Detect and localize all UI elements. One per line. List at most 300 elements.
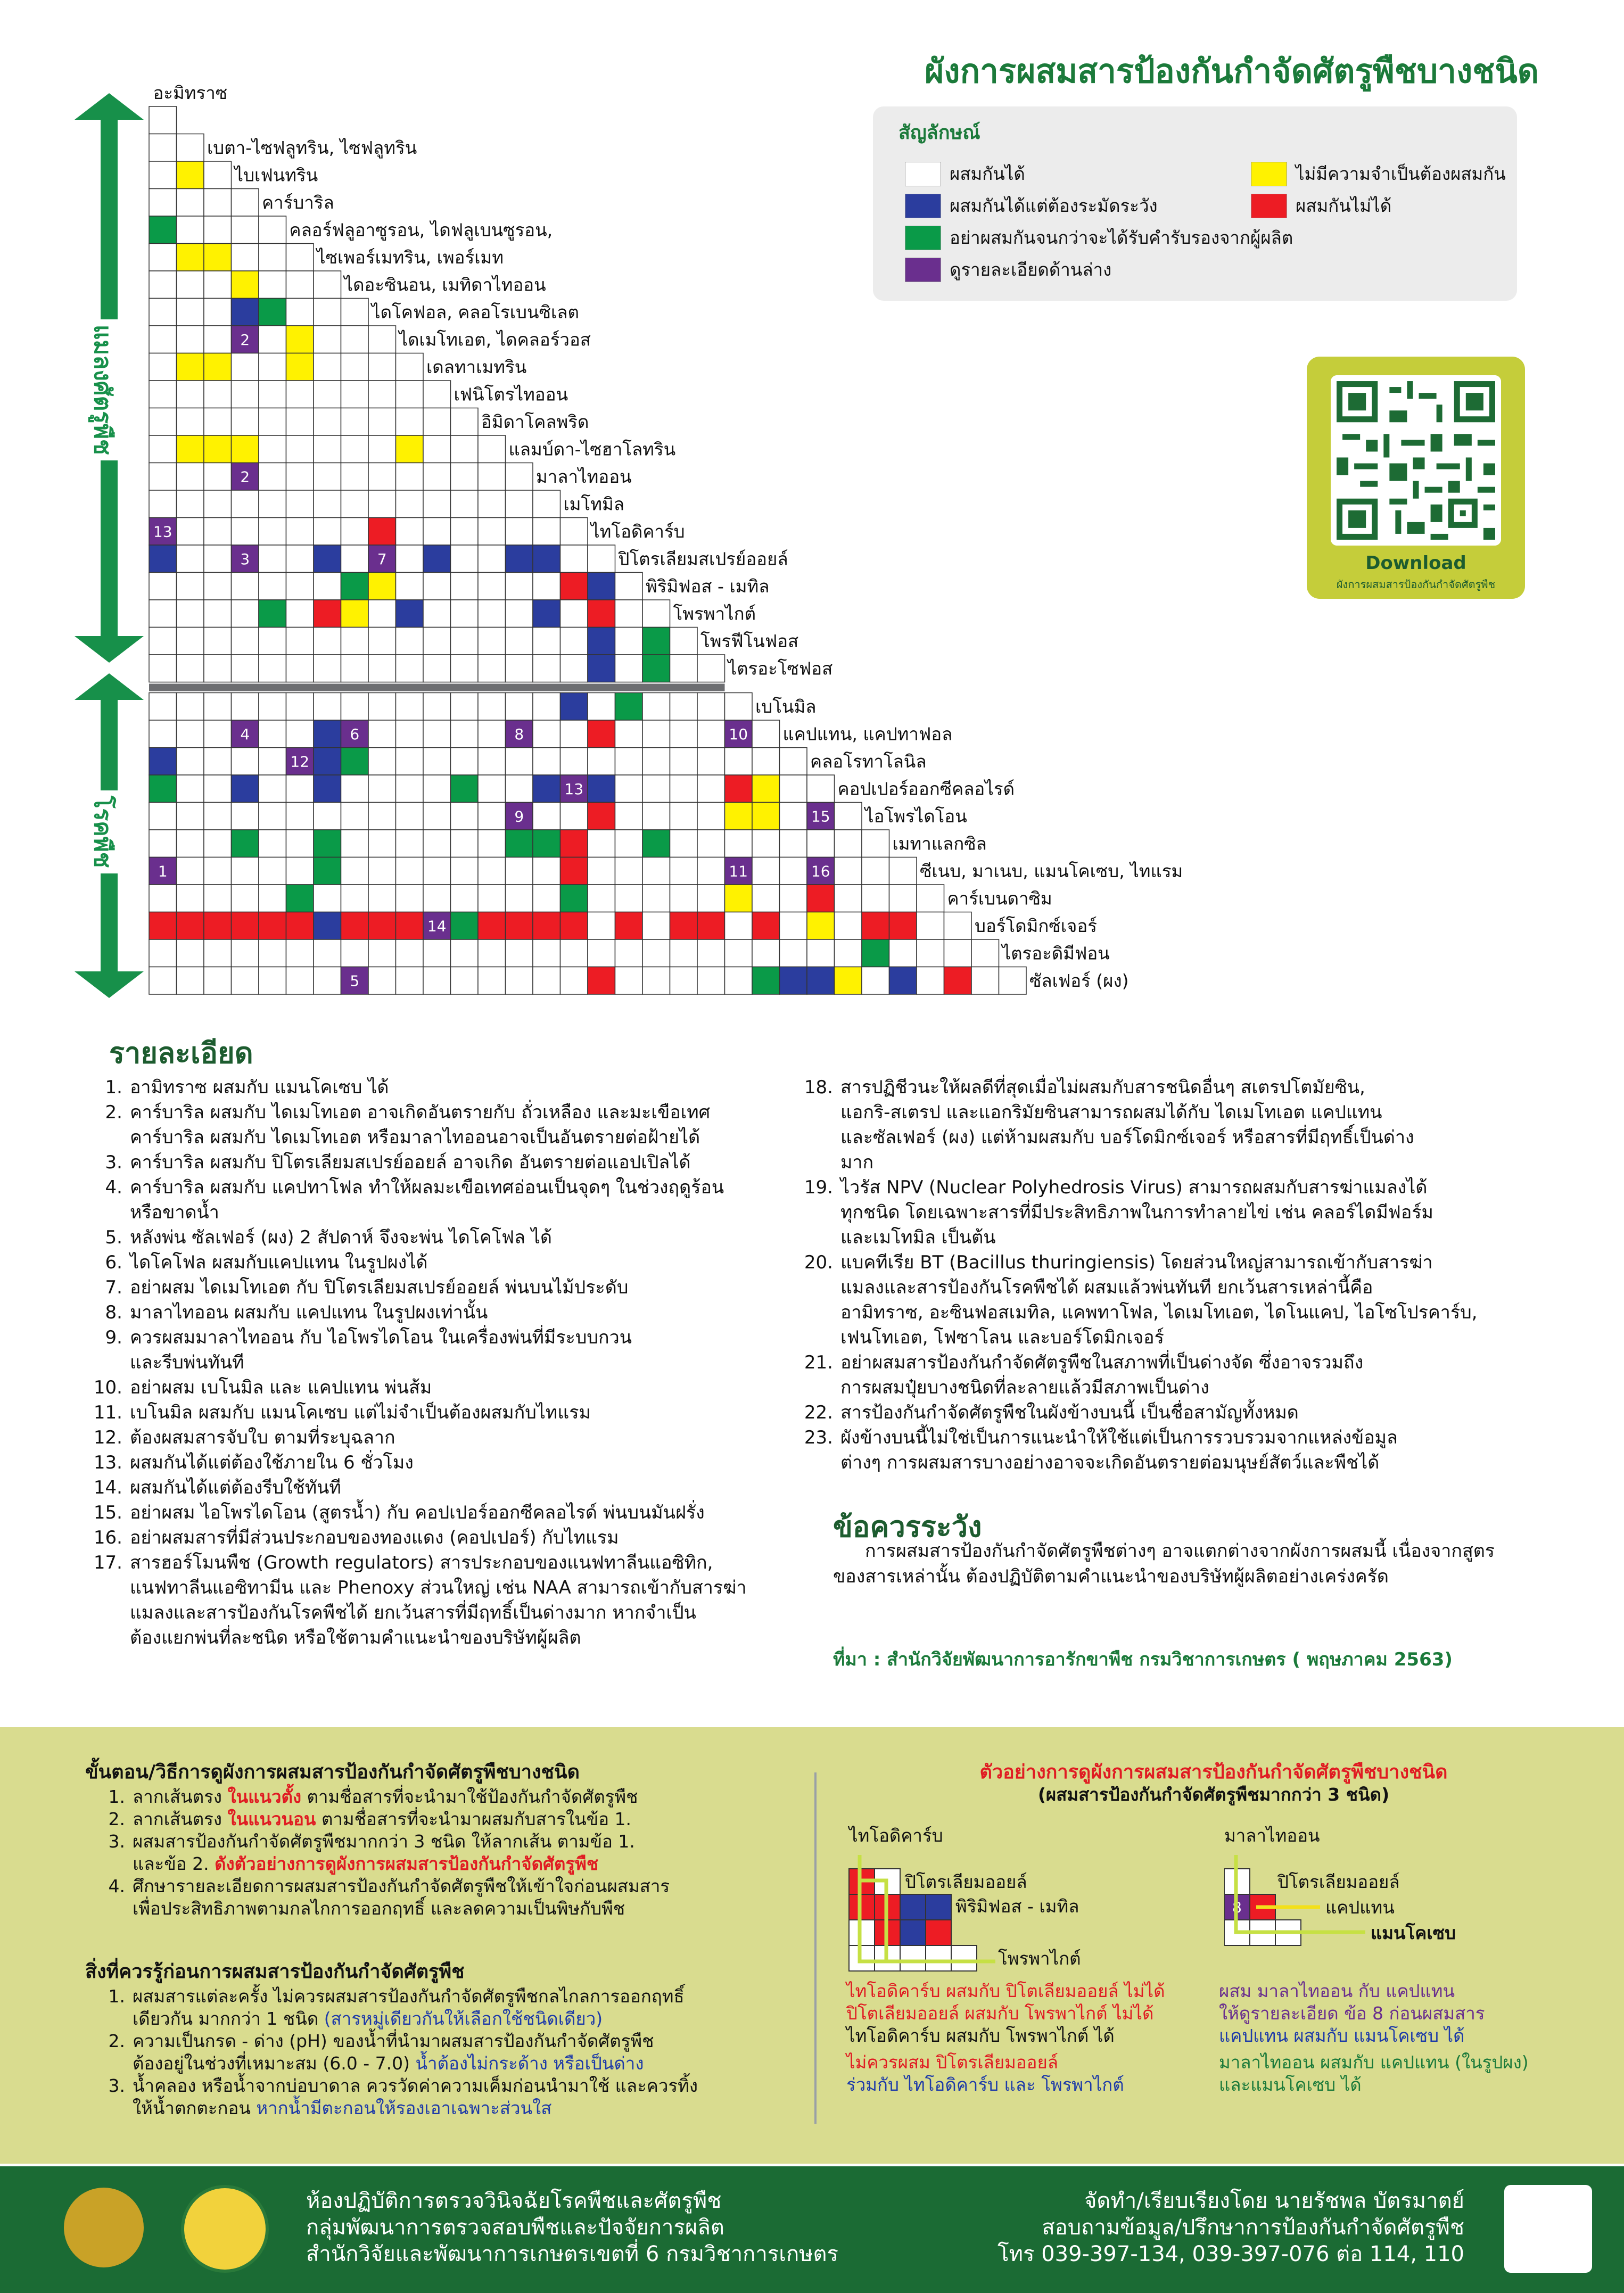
- list-item-number: [796, 1450, 840, 1475]
- list-item-number: 14.: [93, 1477, 122, 1498]
- matrix-cell: [286, 435, 314, 463]
- matrix-cell: [697, 857, 725, 885]
- chemical-label: ไตรอะโซฟอส: [728, 658, 833, 679]
- matrix-cell: [780, 967, 807, 995]
- matrix-cell: [204, 518, 232, 546]
- matrix-cell: [396, 408, 424, 436]
- matrix-section-divider: [149, 684, 725, 691]
- anniversary-logo-icon: [64, 2188, 144, 2267]
- chemical-label: เบตา-ไซฟลูทริน, ไซฟลูทริน: [207, 137, 417, 158]
- matrix-cell: [368, 655, 396, 682]
- matrix-cell: [560, 967, 588, 995]
- matrix-cell: [259, 939, 286, 967]
- matrix-cell: [423, 490, 451, 518]
- matrix-cell: [204, 271, 232, 299]
- list-item-text: ผสมสารป้องกันกำจัดศัตรูพืชมากกว่า 3 ชนิด ให้ลากเส้น ตามข้อ 1.: [133, 1831, 635, 1852]
- matrix-cell-note-number: 6: [350, 725, 360, 743]
- matrix-cell: [177, 939, 204, 967]
- matrix-cell: [588, 830, 615, 857]
- matrix-cell-note-number: 2: [240, 468, 250, 486]
- matrix-cell: [670, 803, 698, 830]
- list-item-text: ผังข้างบนนี้ไม่ใช่เป็นการแนะนำให้ใช้แต่เป็นการรวบรวมจากแหล่งข้อมูล: [840, 1427, 1398, 1448]
- matrix-cell: [752, 939, 780, 967]
- matrix-cell-note-number: 10: [729, 725, 748, 743]
- list-item-number: 1.: [108, 1786, 125, 1807]
- download-label[interactable]: Download: [1365, 552, 1466, 574]
- list-item-text: และข้อ 2. ดังตัวอย่างการดูผังการผสมสารป้องกันกำจัดศัตรูพืช: [133, 1853, 599, 1874]
- matrix-cell: [670, 655, 698, 682]
- matrix-cell: [368, 353, 396, 381]
- list-item-number: [796, 1100, 840, 1125]
- matrix-cell: [917, 912, 944, 940]
- matrix-cell: [423, 693, 451, 721]
- howto-title: ขั้นตอน/วิธีการดูผังการผสมสารป้องกันกำจัดศัตรูพืชบางชนิด: [85, 1761, 580, 1783]
- matrix-cell: [149, 299, 177, 326]
- example-a-cell-red: [926, 1920, 951, 1945]
- matrix-cell: [368, 518, 396, 546]
- matrix-cell: [835, 803, 862, 830]
- matrix-cell: [478, 967, 506, 995]
- matrix-cell: [396, 857, 424, 885]
- matrix-cell: [368, 628, 396, 655]
- matrix-cell: [314, 912, 341, 940]
- matrix-cell: [588, 693, 615, 721]
- matrix-cell: [944, 967, 972, 995]
- example-b-caption-line: ผสม มาลาไทออน กับ แคปแทน: [1219, 1981, 1455, 2001]
- matrix-cell: [177, 161, 204, 189]
- matrix-cell: [615, 912, 643, 940]
- matrix-cell: [889, 967, 917, 995]
- list-item: [98, 1875, 670, 1898]
- matrix-cell: [451, 545, 479, 573]
- matrix-cell: [341, 939, 369, 967]
- list-item-number: [85, 1200, 130, 1225]
- matrix-cell: [642, 775, 670, 803]
- matrix-cell: [506, 939, 533, 967]
- example-b-label-2: แคปแทน: [1325, 1897, 1395, 1918]
- matrix-cell: [341, 381, 369, 408]
- example-a-label-3: โพรพาไกต์: [998, 1948, 1081, 1969]
- matrix-cell: [670, 693, 698, 721]
- list-item-text: ควรผสมมาลาไทออน กับ ไอโพรไดโอน ในเครื่องพ่นที่มีระบบกวน: [130, 1327, 632, 1348]
- matrix-cell: [286, 939, 314, 967]
- matrix-cell: [314, 271, 341, 299]
- example-b-caption-line: ให้ดูรายละเอียด ข้อ 8 ก่อนผสมสาร: [1219, 2003, 1485, 2024]
- matrix-cell: [478, 573, 506, 600]
- matrix-cell: [588, 967, 615, 995]
- matrix-cell: [368, 490, 396, 518]
- matrix-cell: [314, 693, 341, 721]
- matrix-cell: [588, 600, 615, 628]
- matrix-cell: [451, 885, 479, 912]
- matrix-cell: [478, 830, 506, 857]
- matrix-cell: [149, 545, 177, 573]
- matrix-cell: [506, 600, 533, 628]
- matrix-cell: [314, 490, 341, 518]
- matrix-cell: [670, 628, 698, 655]
- matrix-cell: [670, 857, 698, 885]
- example-a-caption-line: ร่วมกับ ไทโอดิคาร์บ และ โพรพาไกต์: [846, 2074, 1124, 2095]
- example-b-label-1: ปิโตรเลียมออยล์: [1277, 1871, 1400, 1892]
- matrix-cell: [971, 967, 999, 995]
- matrix-cell: [423, 775, 451, 803]
- matrix-cell: [232, 693, 259, 721]
- matrix-cell: [314, 326, 341, 353]
- matrix-cell: [232, 573, 259, 600]
- matrix-cell: [615, 693, 643, 721]
- matrix-cell: [615, 573, 643, 600]
- matrix-cell: [149, 490, 177, 518]
- list-item: [796, 1250, 1530, 1275]
- matrix-cell: [506, 830, 533, 857]
- matrix-cell: [807, 885, 835, 912]
- matrix-cell: [232, 967, 259, 995]
- matrix-cell: [725, 939, 753, 967]
- matrix-cell: [506, 628, 533, 655]
- matrix-cell-note-number: 2: [240, 331, 250, 349]
- matrix-cell: [204, 244, 232, 271]
- matrix-cell: [697, 912, 725, 940]
- matrix-cell: [451, 803, 479, 830]
- list-item-text: หรือขาดน้ำ: [130, 1202, 219, 1223]
- matrix-cell: [670, 775, 698, 803]
- matrix-cell-note-number: 1: [158, 862, 168, 880]
- chemical-label: ซัลเฟอร์ (ผง): [1029, 970, 1129, 991]
- matrix-cell: [533, 600, 560, 628]
- list-item-text: ไดโคโฟล ผสมกับแคปแทน ในรูปผงได้: [130, 1252, 428, 1273]
- panel-divider: [814, 1772, 817, 2124]
- matrix-cell: [642, 748, 670, 776]
- matrix-cell: [506, 775, 533, 803]
- matrix-cell: [478, 600, 506, 628]
- matrix-cell: [642, 857, 670, 885]
- matrix-cell: [368, 775, 396, 803]
- matrix-cell: [286, 967, 314, 995]
- matrix-cell: [533, 775, 560, 803]
- matrix-cell: [259, 271, 286, 299]
- matrix-cell: [368, 720, 396, 748]
- list-item-number: [85, 1576, 130, 1601]
- matrix-cell: [232, 830, 259, 857]
- matrix-cell: [533, 628, 560, 655]
- matrix-cell: [177, 244, 204, 271]
- matrix-cell: [423, 435, 451, 463]
- matrix-cell: [588, 912, 615, 940]
- list-item: [796, 1175, 1530, 1200]
- matrix-cell: [807, 939, 835, 967]
- list-item: [796, 1425, 1530, 1450]
- list-item-number: 2.: [108, 1809, 125, 1829]
- matrix-cell: [478, 939, 506, 967]
- matrix-cell: [368, 600, 396, 628]
- matrix-cell: [204, 939, 232, 967]
- matrix-cell: [314, 748, 341, 776]
- chemical-label: บอร์โดมิกซ์เจอร์: [975, 915, 1097, 936]
- matrix-cell: [835, 912, 862, 940]
- matrix-cell: [423, 628, 451, 655]
- matrix-cell: [917, 939, 944, 967]
- chemical-label: ไดเมโทเอต, ไดคลอร์วอส: [399, 329, 591, 350]
- list-item-number: [98, 1853, 133, 1875]
- matrix-cell: [177, 775, 204, 803]
- matrix-cell: [177, 545, 204, 573]
- page-title: ผังการผสมสารป้องกันกำจัดศัตรูพืชบางชนิด: [924, 52, 1539, 90]
- matrix-cell: [286, 830, 314, 857]
- matrix-cell: [615, 830, 643, 857]
- matrix-cell: [259, 463, 286, 491]
- matrix-cell: [149, 161, 177, 189]
- matrix-cell: [423, 939, 451, 967]
- matrix-cell: [341, 693, 369, 721]
- howto-steps: [98, 1786, 670, 1920]
- matrix-cell: [725, 830, 753, 857]
- list-item: [85, 1425, 820, 1450]
- matrix-cell: [533, 885, 560, 912]
- list-item-text: เฟนโทเอต, โฟซาโลน และบอร์โดมิกเจอร์: [840, 1327, 1164, 1348]
- list-item-text: อย่าผสม ไดเมโทเอต กับ ปิโตรเลียมสเปรย์ออยล์ พ่นบนไม้ประดับ: [130, 1277, 629, 1298]
- matrix-cell: [286, 490, 314, 518]
- list-item-number: 13.: [93, 1452, 122, 1473]
- matrix-cell: [533, 803, 560, 830]
- matrix-cell: [725, 967, 753, 995]
- list-item-text: แบคทีเรีย BT (Bacillus thuringiensis) โดยส่วนใหญ่สามารถเข้ากับสารฆ่า: [840, 1252, 1433, 1273]
- footer-qr-code-icon[interactable]: [1504, 2185, 1592, 2273]
- matrix-cell: [177, 435, 204, 463]
- list-item: [85, 1500, 820, 1525]
- list-item-number: 1.: [108, 1986, 125, 2007]
- matrix-cell: [396, 748, 424, 776]
- matrix-cell: [944, 939, 972, 967]
- matrix-cell: [588, 775, 615, 803]
- list-item-number: 21.: [804, 1352, 833, 1373]
- matrix-cell: [149, 748, 177, 776]
- matrix-cell: [451, 693, 479, 721]
- matrix-cell: [451, 600, 479, 628]
- matrix-cell: [177, 408, 204, 436]
- list-item-number: 11.: [93, 1402, 122, 1423]
- matrix-cell-note-number: 4: [240, 725, 250, 743]
- matrix-cell: [588, 573, 615, 600]
- example-a-cell-blue: [926, 1894, 951, 1920]
- insects-side-label: แมลงศัตรูพืช: [84, 319, 121, 460]
- matrix-cell: [177, 216, 204, 244]
- matrix-cell: [177, 271, 204, 299]
- chemical-label: อะมิทราซ: [153, 83, 228, 103]
- matrix-cell: [259, 573, 286, 600]
- example-a-cell: [849, 1920, 875, 1945]
- matrix-cell: [423, 518, 451, 546]
- matrix-cell: [642, 830, 670, 857]
- matrix-cell: [286, 271, 314, 299]
- matrix-cell: [177, 720, 204, 748]
- matrix-cell: [149, 600, 177, 628]
- notes-list-left: [85, 1075, 820, 1651]
- matrix-cell: [232, 216, 259, 244]
- matrix-cell: [177, 912, 204, 940]
- matrix-cell: [286, 463, 314, 491]
- list-item-number: [98, 2052, 133, 2075]
- matrix-cell: [177, 326, 204, 353]
- matrix-cell: [149, 720, 177, 748]
- list-item-number: 2.: [108, 2031, 125, 2051]
- matrix-cell: [862, 912, 889, 940]
- example-a-caption-line: ไทโอดิคาร์บ ผสมกับ ปิโตเลียมออยล์ ไม่ได้: [846, 1981, 1165, 2001]
- footer-org-line: กลุ่มพัฒนาการตรวจสอบพืชและปัจจัยการผลิต: [306, 2215, 724, 2240]
- matrix-cell: [204, 326, 232, 353]
- matrix-cell: [259, 775, 286, 803]
- footer-contact-line: จัดทำ/เรียบเรียงโดย นายรัชพล บัตรมาตย์: [1084, 2189, 1464, 2213]
- matrix-cell: [506, 693, 533, 721]
- list-item: [85, 1626, 820, 1651]
- list-item-number: 7.: [105, 1277, 122, 1298]
- matrix-cell: [752, 775, 780, 803]
- matrix-cell: [560, 518, 588, 546]
- chemical-label: ไบเฟนทริน: [234, 164, 318, 186]
- list-item-number: 19.: [804, 1177, 833, 1198]
- notes-list-right: [796, 1075, 1530, 1475]
- example-a-cell: [951, 1945, 977, 1971]
- matrix-cell: [752, 857, 780, 885]
- matrix-cell: [314, 720, 341, 748]
- matrix-cell: [149, 463, 177, 491]
- matrix-cell: [451, 435, 479, 463]
- matrix-cell: [314, 463, 341, 491]
- matrix-cell: [204, 857, 232, 885]
- matrix-cell: [697, 693, 725, 721]
- matrix-cell: [423, 830, 451, 857]
- matrix-cell: [204, 803, 232, 830]
- matrix-cell: [177, 299, 204, 326]
- list-item-number: [85, 1350, 130, 1375]
- matrix-cell: [232, 803, 259, 830]
- matrix-cell: [314, 967, 341, 995]
- list-item-text: คาร์บาริล ผสมกับ ไดเมโทเอต อาจเกิดอันตรายกับ ถั่วเหลือง และมะเขือเทศ: [130, 1102, 711, 1123]
- list-item-number: 2.: [105, 1102, 122, 1123]
- matrix-cell: [697, 775, 725, 803]
- matrix-cell: [396, 830, 424, 857]
- example-a-cell-red: [849, 1894, 875, 1920]
- matrix-cell: [478, 463, 506, 491]
- list-item: [85, 1576, 820, 1601]
- matrix-cell: [506, 518, 533, 546]
- matrix-cell: [451, 463, 479, 491]
- matrix-cell: [670, 748, 698, 776]
- matrix-cell-note-number: 13: [564, 780, 584, 798]
- matrix-cell: [533, 573, 560, 600]
- matrix-cell: [451, 967, 479, 995]
- matrix-cell: [341, 490, 369, 518]
- list-item: [796, 1100, 1530, 1125]
- matrix-cell: [232, 885, 259, 912]
- matrix-cell: [232, 353, 259, 381]
- list-item: [85, 1150, 820, 1175]
- matrix-cell: [149, 939, 177, 967]
- matrix-cell: [642, 939, 670, 967]
- matrix-cell: [478, 693, 506, 721]
- matrix-cell: [670, 720, 698, 748]
- matrix-cell: [835, 939, 862, 967]
- legend-label: ไม่มีความจำเป็นต้องผสมกัน: [1296, 163, 1506, 184]
- tips-title: สิ่งที่ควรรู้ก่อนการผสมสารป้องกันกำจัดศัตรูพืช: [85, 1961, 465, 1983]
- matrix-cell: [670, 885, 698, 912]
- matrix-cell: [232, 628, 259, 655]
- matrix-cell: [478, 435, 506, 463]
- list-item-text: ผสมกันได้แต่ต้องใช้ภายใน 6 ชั่วโมง: [130, 1452, 414, 1473]
- matrix-cell: [286, 518, 314, 546]
- list-item: [85, 1400, 820, 1425]
- matrix-cell: [368, 857, 396, 885]
- chemical-label: เดลทาเมทริน: [426, 357, 527, 377]
- matrix-cell: [149, 216, 177, 244]
- matrix-cell: [615, 857, 643, 885]
- matrix-cell: [396, 628, 424, 655]
- matrix-cell: [423, 381, 451, 408]
- list-item-number: 3.: [105, 1152, 122, 1173]
- matrix-cell: [177, 748, 204, 776]
- matrix-cell: [232, 189, 259, 217]
- matrix-cell: [725, 693, 753, 721]
- matrix-cell: [396, 353, 424, 381]
- list-item-number: [796, 1325, 840, 1350]
- matrix-cell: [204, 775, 232, 803]
- matrix-cell: [177, 967, 204, 995]
- diseases-side-label: โรคพืช: [84, 790, 121, 873]
- matrix-cell: [341, 628, 369, 655]
- chemical-label: คลอโรทาโลนิล: [810, 751, 927, 772]
- matrix-cell: [177, 381, 204, 408]
- matrix-cell: [560, 939, 588, 967]
- matrix-cell: [232, 912, 259, 940]
- matrix-cell: [149, 271, 177, 299]
- chemical-label: ไอโพรไดโอน: [865, 806, 967, 827]
- matrix-cell: [396, 775, 424, 803]
- matrix-cell: [286, 299, 314, 326]
- matrix-cell: [314, 830, 341, 857]
- department-seal-icon: [181, 2185, 269, 2273]
- footer: [0, 2166, 1624, 2293]
- matrix-cell: [149, 803, 177, 830]
- matrix-cell: [917, 885, 944, 912]
- list-item: [98, 2052, 698, 2075]
- matrix-cell: [259, 435, 286, 463]
- matrix-cell: [423, 803, 451, 830]
- list-item: [85, 1100, 820, 1125]
- matrix-cell-note-number: 14: [427, 917, 447, 935]
- matrix-cell: [588, 885, 615, 912]
- matrix-cell: [752, 912, 780, 940]
- matrix-cell: [533, 720, 560, 748]
- matrix-cell: [560, 655, 588, 682]
- matrix-cell: [615, 803, 643, 830]
- matrix-cell: [341, 435, 369, 463]
- footer-org-line: ห้องปฏิบัติการตรวจวินิจฉัยโรคพืชและศัตรูพืช: [306, 2189, 722, 2213]
- matrix-cell: [259, 803, 286, 830]
- matrix-cell: [149, 885, 177, 912]
- matrix-cell: [314, 857, 341, 885]
- matrix-cell: [560, 748, 588, 776]
- matrix-cell: [286, 381, 314, 408]
- matrix-cell: [533, 655, 560, 682]
- caution-heading: ข้อควรระวัง: [833, 1510, 982, 1544]
- list-item: [98, 1808, 670, 1830]
- matrix-cell: [259, 490, 286, 518]
- matrix-cell: [697, 967, 725, 995]
- list-item-number: [85, 1601, 130, 1626]
- matrix-cell: [478, 545, 506, 573]
- example-b-caption-line: และแมนโคเซบ ได้: [1219, 2074, 1362, 2095]
- matrix-cell: [642, 967, 670, 995]
- matrix-cell: [286, 720, 314, 748]
